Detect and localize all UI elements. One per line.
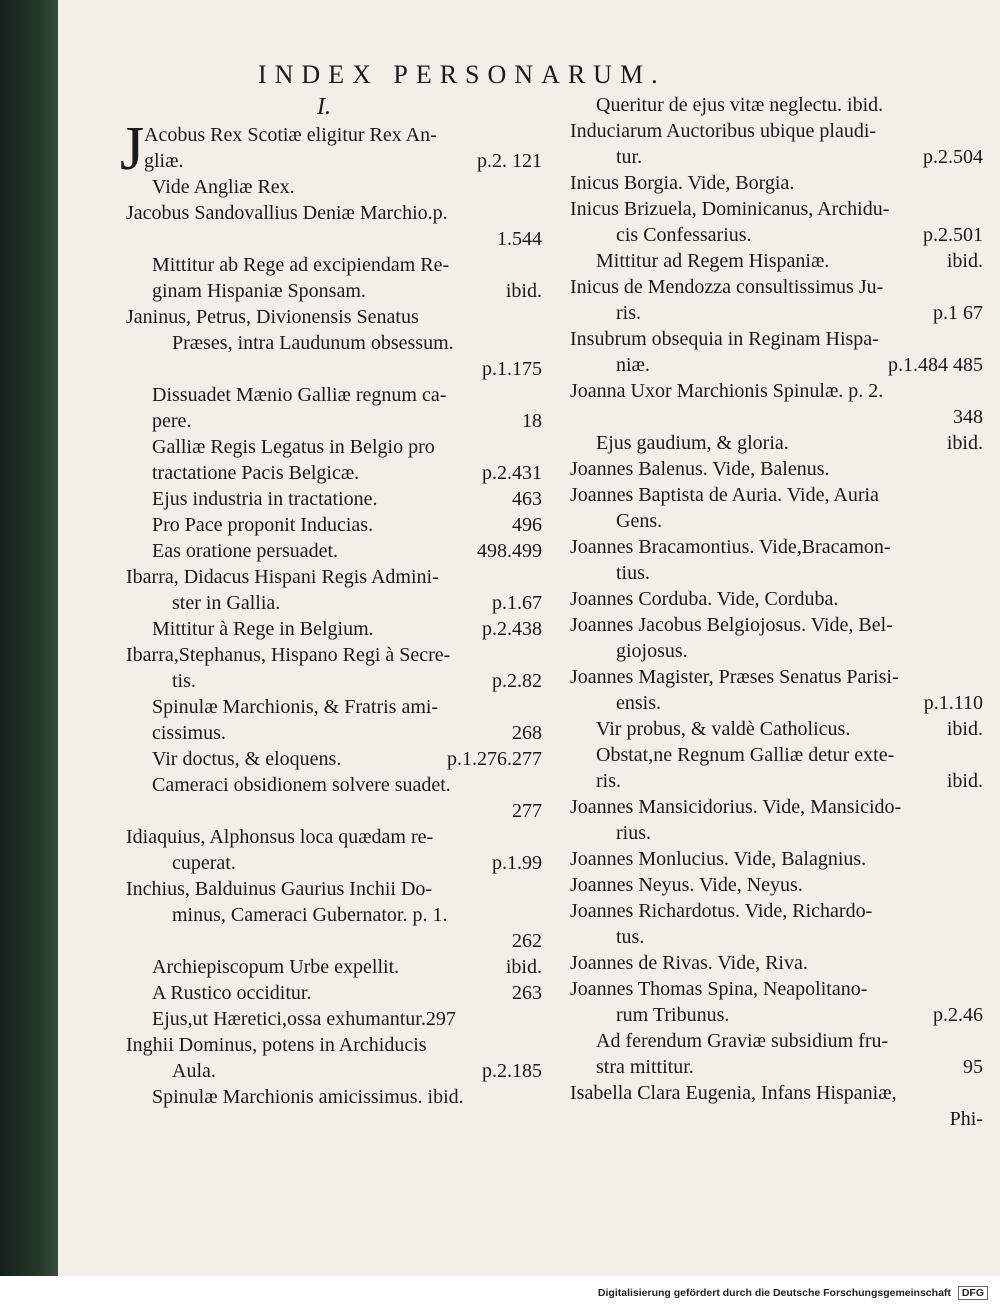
entry-line: cis Confessarius. (616, 224, 752, 246)
index-entry (122, 564, 550, 616)
entry-line: Joannes Baptista de Auria. Vide, Auria (570, 484, 879, 506)
entry-line: Joanna Uxor Marchionis Spinulæ. p. 2. (570, 380, 884, 402)
entry-line: Ejus industria in tractatione. (152, 488, 378, 510)
entry-line: stra mittitur. (596, 1056, 694, 1078)
page-reference: p.2.501 (923, 224, 983, 246)
entry-line: tus. (616, 926, 645, 948)
entry-line: tis. (172, 670, 196, 692)
index-entry (566, 92, 991, 118)
index-entry (566, 170, 991, 196)
entry-line: Joannes Bracamontius. Vide,Bracamon- (570, 536, 891, 558)
index-entry (120, 115, 550, 183)
page-reference: p.1.276.277 (447, 748, 542, 770)
entry-line: cuperat. (172, 852, 236, 874)
page-reference: ibid. (946, 718, 983, 740)
page-reference: 18 (522, 410, 542, 432)
entry-line: Inicus Brizuela, Dominicanus, Archidu- (570, 198, 890, 220)
entry-line: niæ. (616, 354, 650, 376)
entry-line: Insubrum obsequia in Reginam Hispa- (570, 328, 879, 350)
page-reference: ibid. (946, 432, 983, 454)
entry-line: Obstat,ne Regnum Galliæ detur exte- (596, 744, 895, 766)
index-entry (566, 326, 991, 378)
entry-line: rius. (616, 822, 651, 844)
entry-line: tractatione Pacis Belgicæ. (152, 462, 360, 484)
entry-line: Pro Pace proponit Inducias. (152, 514, 374, 536)
page-reference: 263 (512, 982, 542, 1004)
entry-line: Janinus, Petrus, Divionensis Senatus (126, 306, 419, 328)
page-reference: 463 (512, 488, 542, 510)
entry-line: Inchius, Balduinus Gaurius Inchii Do- (126, 878, 433, 900)
entry-line: Ibarra, Didacus Hispani Regis Admini- (126, 566, 439, 588)
entry-line: tius. (616, 562, 650, 584)
index-entry (566, 378, 991, 430)
entry-line: ris. (596, 770, 621, 792)
index-entry (566, 1028, 991, 1080)
index-entry (566, 898, 991, 950)
entry-line: Præses, intra Laudunum obsessum. (172, 332, 454, 354)
index-entry (122, 512, 550, 538)
dfg-logo: DFG (958, 1286, 988, 1300)
page-reference: p.2.46 (933, 1004, 983, 1026)
section-letter: I. (317, 94, 331, 120)
entry-line: ris. (616, 302, 641, 324)
entry-line: Joannes Mansicidorius. Vide, Mansicido- (570, 796, 902, 818)
page-reference: 262 (512, 930, 542, 952)
index-entry (566, 872, 991, 898)
entry-line: Joannes Balenus. Vide, Balenus. (570, 458, 830, 480)
index-entry (122, 174, 550, 200)
page-reference: p.1.175 (482, 358, 542, 380)
index-entry (122, 382, 550, 434)
entry-line: Spinulæ Marchionis, & Fratris ami- (152, 696, 439, 718)
credit-text: Digitalisierung gefördert durch die Deutsche Forschungsgemeinschaft (597, 1287, 951, 1299)
entry-line: A Rustico occiditur. (152, 982, 312, 1004)
entry-line: minus, Cameraci Gubernator. p. 1. (172, 904, 448, 926)
index-entry (122, 252, 550, 304)
index-entry (122, 616, 550, 642)
adjacent-page-edge (0, 0, 58, 1276)
entry-line: ensis. (616, 692, 661, 714)
page-reference: p.2. 121 (477, 150, 542, 172)
index-entry (122, 980, 550, 1006)
index-entry (122, 486, 550, 512)
index-entry (122, 434, 550, 486)
entry-line: Queritur de ejus vitæ neglectu. ibid. (596, 94, 884, 116)
index-entry (566, 794, 991, 846)
entry-line: Archiepiscopum Urbe expellit. (152, 956, 400, 978)
index-entry (566, 482, 991, 534)
index-entry (566, 248, 991, 274)
entry-line: cissimus. (152, 722, 226, 744)
entry-line: Inicus de Mendozza consultissimus Ju- (570, 276, 884, 298)
index-entry (566, 664, 991, 716)
entry-line: ginam Hispaniæ Sponsam. (152, 280, 366, 302)
index-entry (566, 612, 991, 664)
index-entry (122, 876, 550, 954)
page-reference: p.1.99 (492, 852, 542, 874)
entry-line: tur. (616, 146, 643, 168)
index-entry (566, 274, 991, 326)
entry-line: Gens. (616, 510, 663, 532)
entry-line: pere. (152, 410, 192, 432)
page-reference: p.2.185 (482, 1060, 542, 1082)
entry-line: Cameraci obsidionem solvere suadet. (152, 774, 451, 796)
entry-line: rum Tribunus. (616, 1004, 730, 1026)
entry-line: Joannes Thomas Spina, Neapolitano- (570, 978, 868, 1000)
left-column (122, 92, 550, 1110)
digitization-credit (598, 1286, 988, 1300)
right-entries (566, 92, 991, 1132)
entry-line: giojosus. (616, 640, 688, 662)
page-reference: p.1.67 (492, 592, 542, 614)
page-reference: p.1.110 (923, 692, 983, 714)
entry-line: Dissuadet Mænio Galliæ regnum ca- (152, 384, 447, 406)
page-reference: p.2.438 (482, 618, 542, 640)
page-reference: ibid. (505, 956, 542, 978)
entry-line: Inghii Dominus, potens in Archiducis (126, 1034, 427, 1056)
entry-line: Spinulæ Marchionis amicissimus. ibid. (152, 1086, 464, 1108)
index-entry (122, 772, 550, 824)
entry-line: Ibarra,Stephanus, Hispano Regi à Secre- (126, 644, 451, 666)
page-heading: INDEX PERSONARUM. (258, 60, 666, 89)
right-column (566, 92, 991, 1132)
entry-line: Ejus gaudium, & gloria. (596, 432, 789, 454)
page-reference: ibid. (946, 250, 983, 272)
entry-line: Joannes Magister, Præses Senatus Parisi- (570, 666, 899, 688)
page-reference: p.2.82 (492, 670, 542, 692)
entry-line: ster in Gallia. (172, 592, 281, 614)
index-entry (566, 950, 991, 976)
page-reference: ibid. (505, 280, 542, 302)
page-reference: 268 (512, 722, 542, 744)
page-reference: Phi- (949, 1108, 983, 1130)
index-entry (122, 200, 550, 252)
index-entry (566, 196, 991, 248)
page-reference: 496 (512, 514, 542, 536)
entry-line: Galliæ Regis Legatus in Belgio pro (152, 436, 435, 458)
entry-line: Induciarum Auctoribus ubique plaudi- (570, 120, 877, 142)
index-entry (566, 430, 991, 456)
entry-line: Eas oratione persuadet. (152, 540, 339, 562)
index-entry (122, 1006, 550, 1032)
entry-line: Joannes Jacobus Belgiojosus. Vide, Bel- (570, 614, 893, 636)
index-entry (566, 716, 991, 742)
left-entries (120, 115, 550, 1110)
page-reference: 95 (963, 1056, 983, 1078)
entry-line: Ejus,ut Hæretici,ossa exhumantur.297 (152, 1008, 456, 1030)
entry-line: Acobus Rex Scotiæ eligitur Rex An- (144, 124, 437, 146)
page-reference: ibid. (946, 770, 983, 792)
page-reference: 498.499 (477, 540, 542, 562)
index-entry (122, 1032, 550, 1084)
entry-line: Joannes de Rivas. Vide, Riva. (570, 952, 808, 974)
index-entry (122, 824, 550, 876)
entry-line: Joannes Neyus. Vide, Neyus. (570, 874, 803, 896)
drop-cap: J (120, 115, 145, 183)
index-entry (122, 304, 550, 382)
index-entry (566, 456, 991, 482)
entry-line: Mittitur ab Rege ad excipiendam Re- (152, 254, 450, 276)
entry-line: Ad ferendum Graviæ subsidium fru- (596, 1030, 889, 1052)
index-entry (122, 642, 550, 694)
entry-line: Vide Angliæ Rex. (152, 176, 295, 198)
entry-line: Joannes Monlucius. Vide, Balagnius. (570, 848, 867, 870)
index-entry (566, 976, 991, 1028)
entry-line: Joannes Richardotus. Vide, Richardo- (570, 900, 873, 922)
index-entry (122, 746, 550, 772)
entry-line: Isabella Clara Eugenia, Infans Hispaniæ, (570, 1082, 897, 1104)
index-entry (122, 694, 550, 746)
entry-line: Joannes Corduba. Vide, Corduba. (570, 588, 839, 610)
entry-line: Vir doctus, & eloquens. (152, 748, 342, 770)
page-reference: 348 (953, 406, 983, 428)
index-entry (566, 846, 991, 872)
entry-line: Mittitur ad Regem Hispaniæ. (596, 250, 830, 272)
page-reference: p.2.504 (923, 146, 983, 168)
index-entry (122, 954, 550, 980)
page-reference: 277 (512, 800, 542, 822)
entry-line: Idiaquius, Alphonsus loca quædam re- (126, 826, 434, 848)
page-reference: p.1 67 (933, 302, 983, 324)
entry-line: gliæ. (144, 150, 184, 172)
entry-line: Aula. (172, 1060, 216, 1082)
entry-line: Inicus Borgia. Vide, Borgia. (570, 172, 795, 194)
index-entry (122, 1084, 550, 1110)
entry-line: Jacobus Sandovallius Deniæ Marchio.p. (126, 202, 448, 224)
page-reference: 1.544 (497, 228, 542, 250)
index-entry (566, 586, 991, 612)
entry-line: Mittitur à Rege in Belgium. (152, 618, 374, 640)
page-reference: p.2.431 (482, 462, 542, 484)
index-entry (122, 538, 550, 564)
page-reference: p.1.484 485 (888, 354, 983, 376)
index-entry (566, 1080, 991, 1132)
index-entry (566, 534, 991, 586)
entry-line: Vir probus, & valdè Catholicus. (596, 718, 851, 740)
index-entry (566, 742, 991, 794)
index-entry (566, 118, 991, 170)
